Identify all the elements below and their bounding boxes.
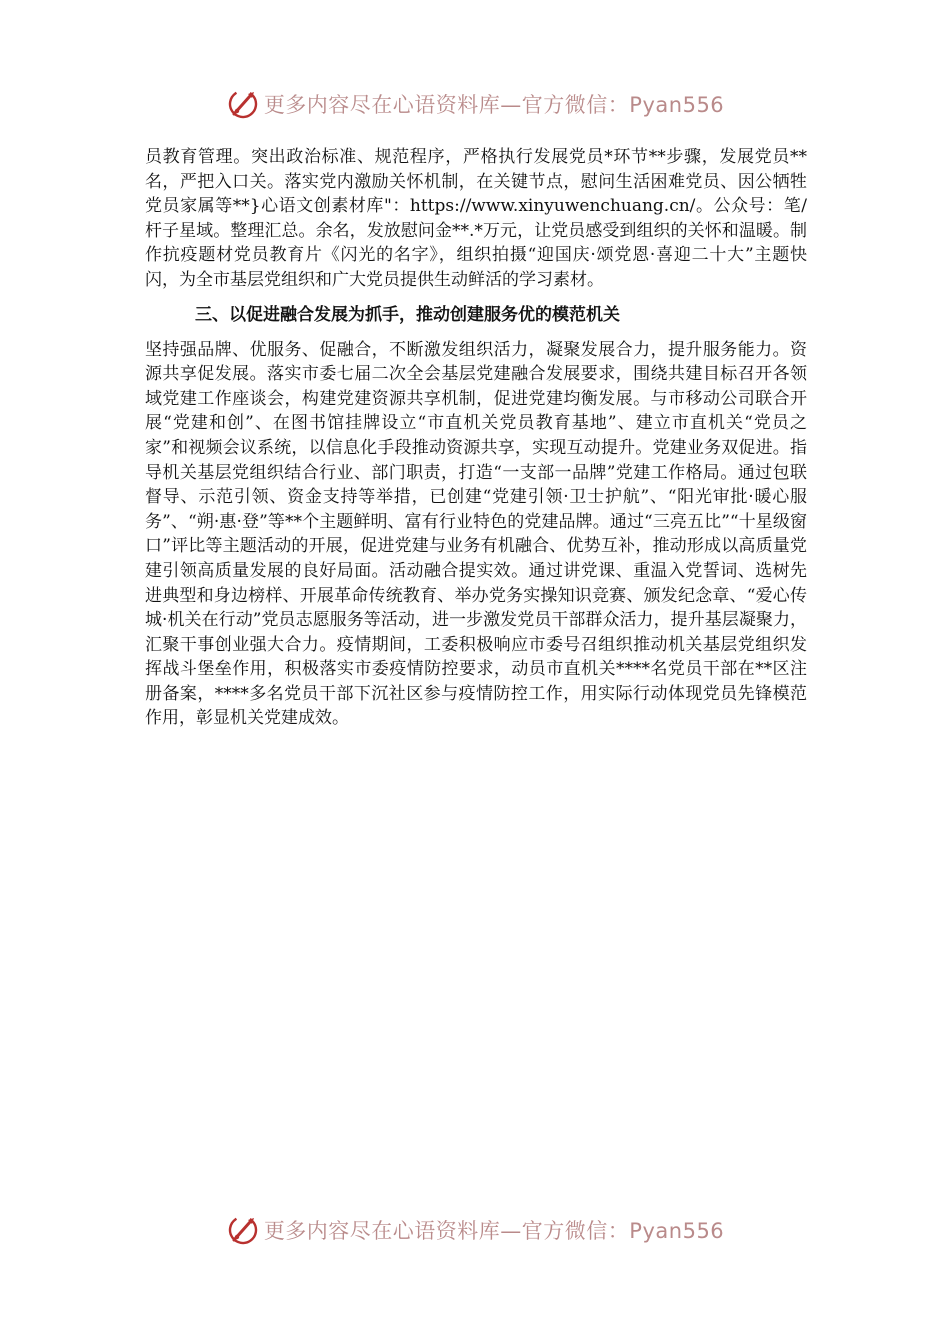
- footer-watermark-banner: [0, 1208, 950, 1252]
- brush-circle-logo-icon: [226, 87, 260, 121]
- paragraph-integrated-development: 坚持强品牌、优服务、促融合，不断激发组织活力，凝聚发展合力，提升服务能力。资源共享促发展。落实市委七届二次全会基层党建融合发展要求，围绕共建目标召开各领域党建工作座谈会，构建党建资源共享机制，促进党建均衡发展。与市移动公司联合开展“党建和创”、在图书馆挂牌设立“市直机关党员教育基地”、建立市直机关“党员之家”和视频会议系统，以信息化手段推动资源共享，实现互动提升。党建业务双促进。指导机关基层党组织结合行业、部门职责，打造“一支部一品牌”党建工作格局。通过包联督导、示范引领、资金支持等举措，已创建“党建引领·卫士护航”、“阳光审批·暖心服务”、“朔·惠·登”等**个主题鲜明、富有行业特色的党建品牌。通过“三亮五比”“十星级窗口”评比等主题活动的开展，促进党建与业务有机融合、优势互补，推动形成以高质量党建引领高质量发展的良好局面。活动融合提实效。通过讲党课、重温入党誓词、选树先进典型和身边榜样、开展革命传统教育、举办党务实操知识竞赛、颁发纪念章、“爱心传城·机关在行动”党员志愿服务等活动，进一步激发党员干部群众活力，提升基层凝聚力，汇聚干事创业强大合力。疫情期间，工委积极响应市委号召组织推动机关基层党组织发挥战斗堡垒作用，积极落实市委疫情防控要求，动员市直机关****名党员干部在**区注册备案，****多名党员干部下沉社区参与疫情防控工作，用实际行动体现党员先锋模范作用，彰显机关党建成效。: [145, 339, 807, 729]
- brush-circle-logo-icon: [226, 1213, 260, 1247]
- watermark-text: 更多内容尽在心语资料库—官方微信：Pyan556: [263, 93, 725, 117]
- document-body: [145, 145, 807, 731]
- watermark-text: 更多内容尽在心语资料库—官方微信：Pyan556: [263, 1219, 725, 1243]
- header-watermark-banner: [0, 82, 950, 126]
- section-heading-3: 三、以促进融合发展为抓手，推动创建服务优的模范机关: [195, 304, 620, 325]
- paragraph-party-education: 员教育管理。突出政治标准、规范程序，严格执行发展党员*环节**步骤，发展党员**名，严把入口关。落实党内激励关怀机制，在关键节点，慰问生活困难党员、因公牺牲党员家属等**}心语文创素材库"：https://www.xinyuwenchuang.cn/。公众号：笔/杆子星域。整理汇总。余名，发放慰问金**.*万元，让党员感受到组织的关怀和温暖。制作抗疫题材党员教育片《闪光的名字》，组织拍摄“迎国庆·颂党恩·喜迎二十大”主题快闪，为全市基层党组织和广大党员提供生动鲜活的学习素材。: [145, 147, 807, 290]
